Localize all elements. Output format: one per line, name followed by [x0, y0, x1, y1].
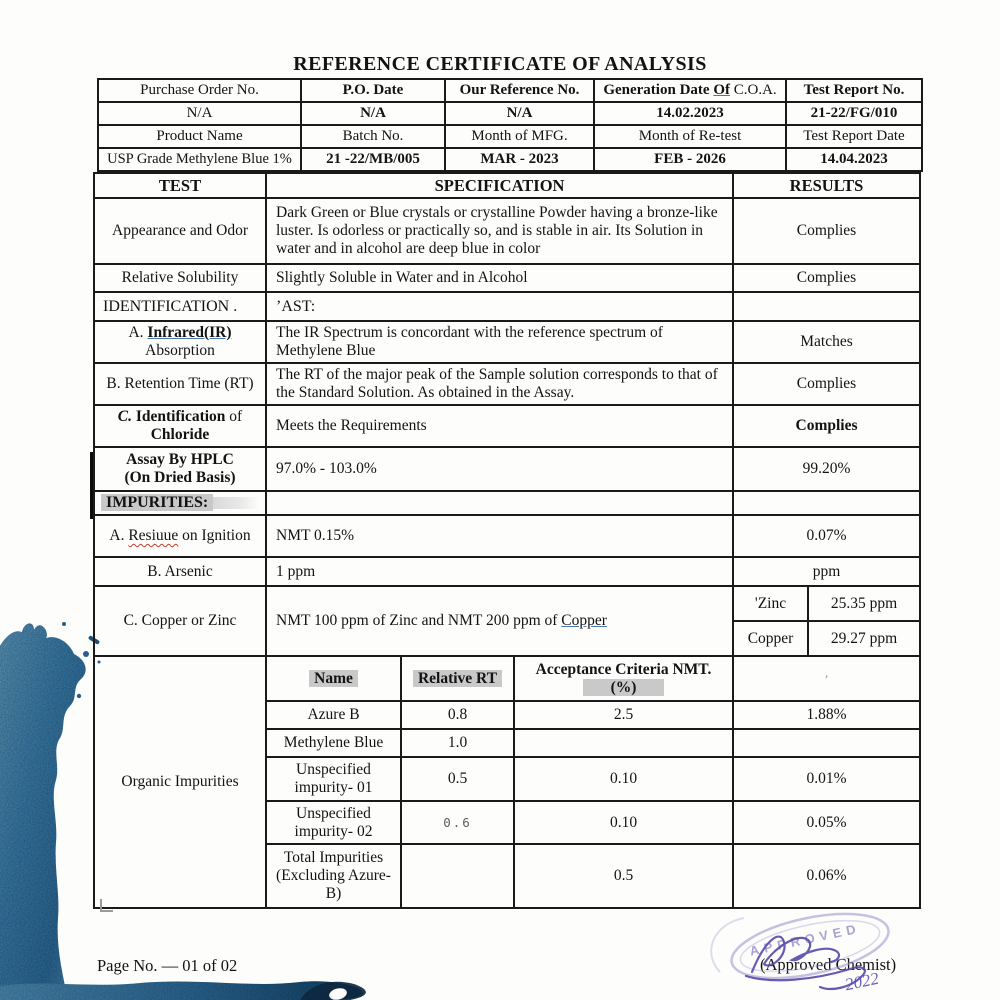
retention-result: Complies — [733, 363, 920, 405]
test-report-date-label: Test Report Date — [786, 125, 922, 148]
assay-spec: 97.0% - 103.0% — [266, 447, 733, 491]
total-impurities-acceptance: 0.5 — [514, 844, 733, 908]
zinc-value: 25.35 ppm — [808, 587, 919, 621]
row-infrared — [94, 321, 920, 363]
infrared-test-post: Absorption — [145, 342, 215, 359]
generation-date-label-of: Of — [713, 82, 730, 98]
watercolor-bottom-band — [0, 976, 580, 1000]
generation-date-value: 14.02.2023 — [594, 102, 786, 125]
page-title: REFERENCE CERTIFICATE OF ANALYSIS — [293, 53, 707, 75]
product-name-value: USP Grade Methylene Blue 1% — [98, 148, 301, 171]
arsenic-result: ppm — [733, 557, 920, 586]
batch-no-value: 21 -22/MB/005 — [301, 148, 445, 171]
month-mfg-label: Month of MFG. — [445, 125, 594, 148]
chloride-test-of: of — [229, 408, 243, 425]
methylene-blue-acceptance — [514, 729, 733, 757]
infrared-test — [94, 321, 266, 363]
impurities-heading-result-empty — [733, 491, 920, 515]
row-retention — [94, 363, 920, 405]
copper-zinc-results — [733, 586, 920, 656]
azure-b-acceptance: 2.5 — [514, 701, 733, 729]
assay-test-line2: (On Dried Basis) — [124, 469, 236, 486]
methylene-blue-rt: 1.0 — [401, 729, 514, 757]
impurities-heading-text: IMPURITIES: — [101, 494, 213, 511]
total-impurities-name: Total Impurities (Excluding Azure-B) — [266, 844, 401, 908]
purchase-order-value: N/A — [98, 102, 301, 125]
copper-zinc-spec-underlined: Copper — [561, 612, 607, 629]
residue-test-squiggle: Resiuue — [128, 527, 179, 544]
info-value-row-2 — [98, 148, 922, 171]
our-reference-value: N/A — [445, 102, 594, 125]
unspecified-02-name: Unspecified impurity- 02 — [266, 801, 401, 844]
organic-header-result-mark: ’ — [824, 671, 829, 686]
col-header-test: TEST — [94, 173, 266, 198]
infrared-test-pre: A. — [128, 324, 148, 341]
retention-test: B. Retention Time (RT) — [94, 363, 266, 405]
header-info-table — [97, 78, 923, 172]
residue-test-pre: A. — [109, 527, 129, 544]
organic-header-acceptance — [514, 656, 733, 701]
col-header-results: RESULTS — [733, 173, 920, 198]
arsenic-test: B. Arsenic — [94, 557, 266, 586]
page-number: Page No. — 01 of 02 — [97, 956, 238, 975]
col-header-specification: SPECIFICATION — [266, 173, 733, 198]
po-date-value: N/A — [301, 102, 445, 125]
info-value-row-1 — [98, 102, 922, 125]
approved-chemist-label: (Approved Chemist) — [760, 955, 897, 974]
chloride-test — [94, 405, 266, 447]
residue-result: 0.07% — [733, 515, 920, 557]
total-impurities-result: 0.06% — [733, 844, 920, 908]
azure-b-rt: 0.8 — [401, 701, 514, 729]
organic-header-rt — [401, 656, 514, 701]
solubility-result: Complies — [733, 264, 920, 292]
residue-test — [94, 515, 266, 557]
chloride-test-italic: C. — [117, 408, 132, 425]
unspecified-01-result: 0.01% — [733, 757, 920, 801]
test-report-no-label: Test Report No. — [786, 79, 922, 102]
month-mfg-value: MAR - 2023 — [445, 148, 594, 171]
po-date-label: P.O. Date — [301, 79, 445, 102]
row-impurities-heading — [94, 491, 920, 515]
residue-spec: NMT 0.15% — [266, 515, 733, 557]
row-residue — [94, 515, 920, 557]
infrared-test-underlined: Infrared(IR) — [147, 324, 232, 341]
revision-change-bar — [90, 452, 93, 519]
stamp-partial-arc — [711, 918, 744, 972]
row-identification-heading — [94, 292, 920, 321]
identification-test: IDENTIFICATION . — [94, 292, 266, 321]
assay-test-line1: Assay By HPLC — [126, 451, 234, 468]
assay-result: 99.20% — [733, 447, 920, 491]
solubility-spec: Slightly Soluble in Water and in Alcohol — [266, 264, 733, 292]
organic-header-rt-text: Relative RT — [413, 670, 502, 687]
retention-spec: The RT of the major peak of the Sample solution corresponds to that of the Standard Solution. As obtained in the Assay. — [266, 363, 733, 405]
month-retest-label: Month of Re-test — [594, 125, 786, 148]
chloride-test-line2: Chloride — [150, 426, 210, 443]
copper-zinc-test: C. Copper or Zinc — [94, 586, 266, 656]
generation-date-label-rest: C.O.A. — [729, 82, 777, 98]
solubility-test: Relative Solubility — [94, 264, 266, 292]
unspecified-02-rt-value: 0.6 — [443, 814, 472, 830]
test-report-date-value: 14.04.2023 — [786, 148, 922, 171]
chloride-spec: Meets the Requirements — [266, 405, 733, 447]
total-impurities-rt — [401, 844, 514, 908]
copper-value: 29.27 ppm — [830, 629, 898, 647]
infrared-result: Matches — [733, 321, 920, 363]
purchase-order-label: Purchase Order No. — [98, 79, 301, 102]
copper-zinc-spec-main: NMT 100 ppm of Zinc and NMT 200 ppm of — [276, 612, 562, 629]
copper-result-row — [734, 621, 919, 655]
unspecified-01-name: Unspecified impurity- 01 — [266, 757, 401, 801]
handwritten-year: 2022 — [843, 968, 881, 995]
chloride-result: Complies — [733, 405, 920, 447]
unspecified-01-rt: 0.5 — [401, 757, 514, 801]
row-solubility — [94, 264, 920, 292]
test-report-no-value: 21-22/FG/010 — [786, 102, 922, 125]
appearance-spec: Dark Green or Blue crystals or crystalline Powder having a bronze-like luster. Is odorless or practically so, and is stable in air. Its Solution in water and in alcohol are deep blue in color — [266, 198, 733, 264]
methylene-blue-name: Methylene Blue — [266, 729, 401, 757]
organic-header-name — [266, 656, 401, 701]
row-copper-zinc — [94, 586, 920, 656]
assay-test — [94, 447, 266, 491]
azure-b-result: 1.88% — [733, 701, 920, 729]
residue-test-post: on Ignition — [178, 527, 251, 544]
row-appearance — [94, 198, 920, 264]
row-chloride — [94, 405, 920, 447]
identification-result-empty — [733, 292, 920, 321]
unspecified-01-acceptance: 0.10 — [514, 757, 733, 801]
row-assay — [94, 447, 920, 491]
copper-label: Copper — [734, 621, 808, 655]
scan-smudge — [213, 497, 259, 509]
unspecified-02-result: 0.05% — [733, 801, 920, 844]
impurities-heading-cell — [94, 491, 266, 515]
appearance-test: Appearance and Odor — [94, 198, 266, 264]
infrared-spec: The IR Spectrum is concordant with the reference spectrum of Methylene Blue — [266, 321, 733, 363]
unspecified-02-acceptance: 0.10 — [514, 801, 733, 844]
organic-header-acceptance-line1: Acceptance Criteria NMT. — [535, 660, 712, 678]
organic-header-result — [733, 656, 920, 701]
azure-b-name: Azure B — [266, 701, 401, 729]
unspecified-02-rt — [401, 801, 514, 844]
identification-spec: ’AST: — [266, 292, 733, 321]
generation-date-label — [594, 79, 786, 102]
organic-impurities-label: Organic Impurities — [94, 656, 266, 908]
methylene-blue-result — [733, 729, 920, 757]
our-reference-label: Our Reference No. — [445, 79, 594, 102]
month-retest-value: FEB - 2026 — [594, 148, 786, 171]
table-corner-handle — [100, 899, 113, 912]
info-label-row-1 — [98, 79, 922, 102]
organic-header-name-text: Name — [309, 670, 358, 687]
zinc-result-row — [734, 587, 919, 621]
appearance-result: Complies — [733, 198, 920, 264]
product-name-label: Product Name — [98, 125, 301, 148]
info-label-row-2 — [98, 125, 922, 148]
generation-date-label-bold: Generation Date — [603, 82, 714, 98]
organic-subtable-header-row — [94, 656, 920, 701]
copper-zinc-spec — [266, 586, 733, 656]
arsenic-spec: 1 ppm — [266, 557, 733, 586]
column-header-row — [94, 173, 920, 198]
stamp-text: APPROVED — [748, 920, 862, 959]
batch-no-label: Batch No. — [301, 125, 445, 148]
results-table — [93, 172, 921, 909]
impurities-heading-spec-empty — [266, 491, 733, 515]
chloride-test-bold: Identification — [131, 408, 230, 425]
zinc-label: 'Zinc — [734, 587, 808, 621]
copper-zinc-results-table — [734, 587, 919, 655]
organic-header-acceptance-line2: (%) — [583, 679, 665, 696]
row-arsenic — [94, 557, 920, 586]
